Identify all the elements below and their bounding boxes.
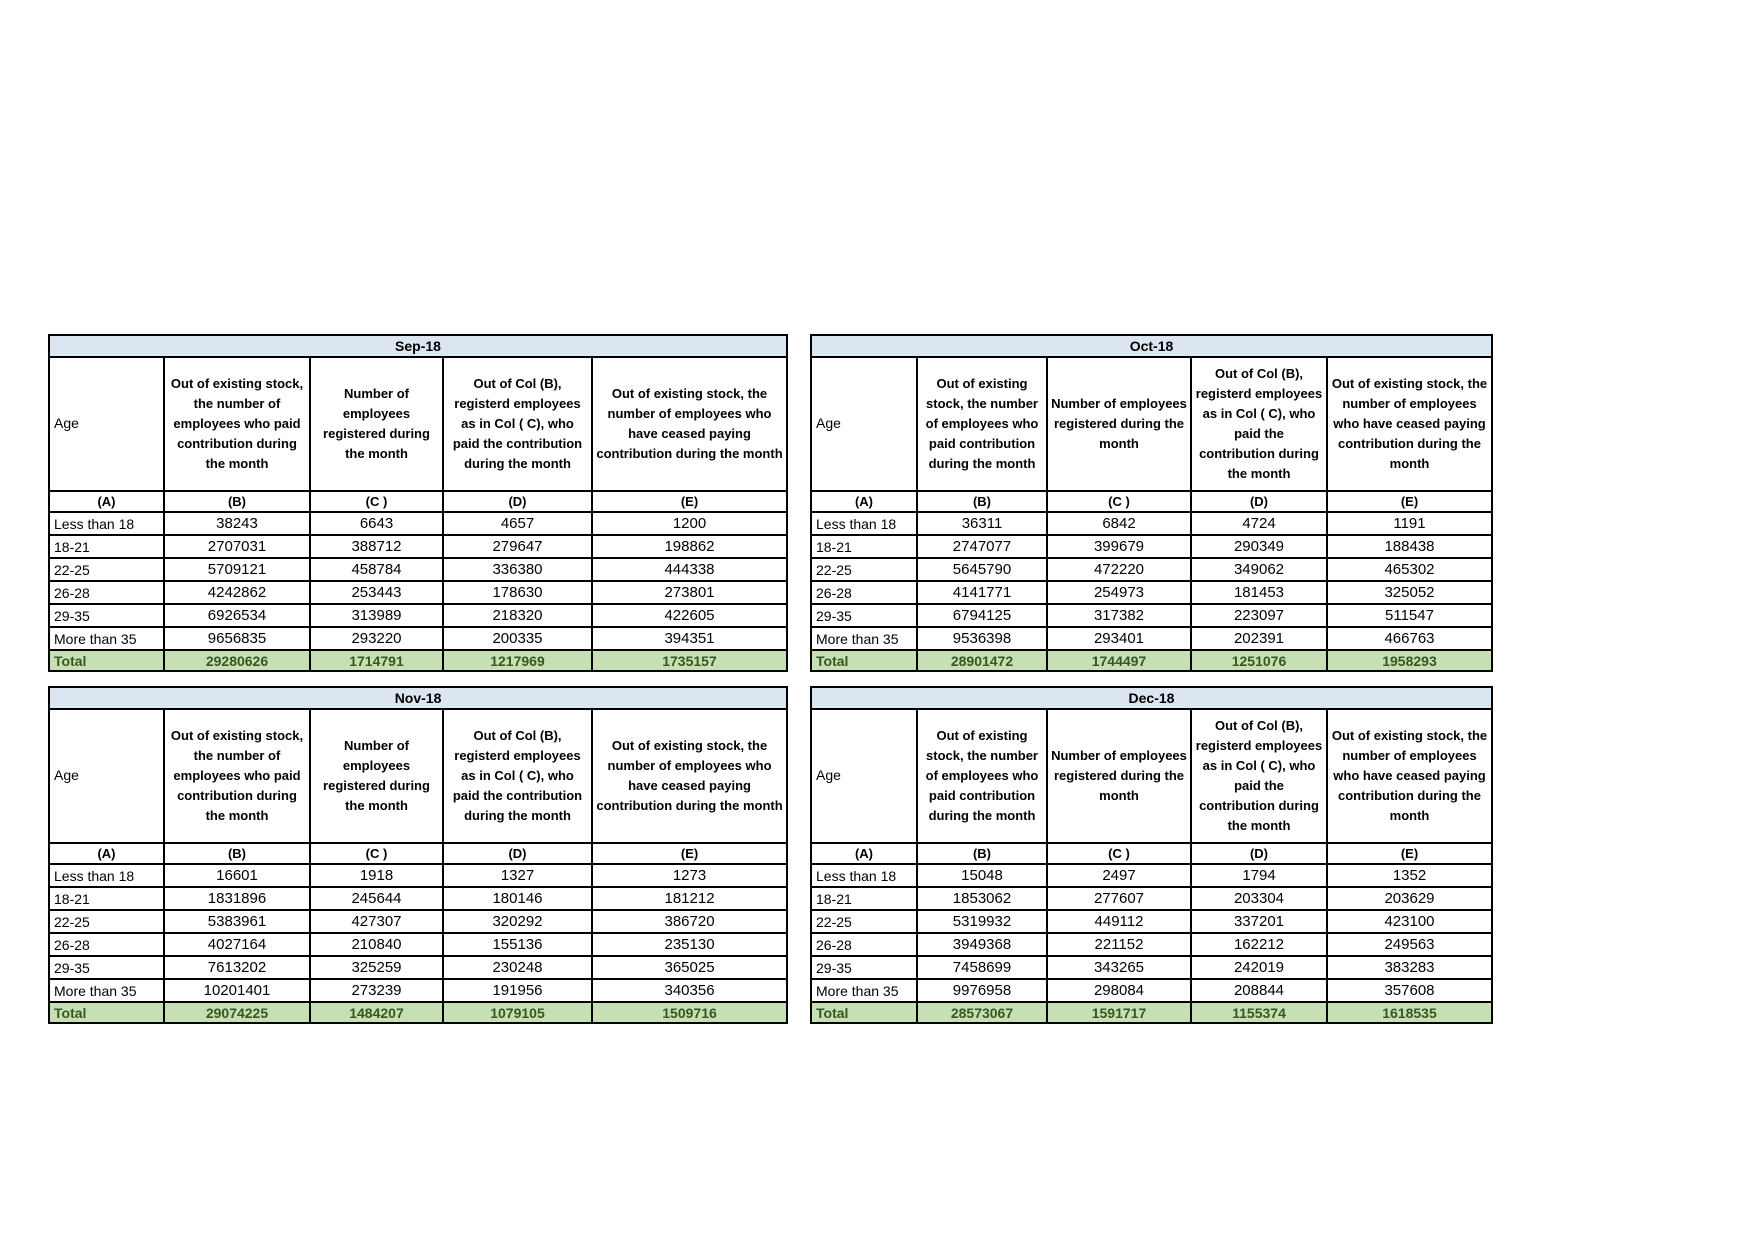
table-sep-18	[48, 334, 788, 672]
value-cell-b: 9656835	[164, 627, 310, 650]
data-row	[811, 887, 1492, 910]
value-cell-b: 38243	[164, 512, 310, 535]
value-cell-e: 198862	[592, 535, 787, 558]
col-letter-b: (B)	[917, 843, 1047, 864]
data-row	[49, 979, 787, 1002]
value-cell-d: 242019	[1191, 956, 1327, 979]
value-cell-e: 1200	[592, 512, 787, 535]
age-cell: 18-21	[811, 887, 917, 910]
col-header-b: Out of existing stock, the number of employees who paid contribution during the month	[164, 357, 310, 491]
column-letter-row	[49, 843, 787, 864]
age-cell: More than 35	[811, 979, 917, 1002]
value-cell-c: 458784	[310, 558, 443, 581]
total-d: 1155374	[1191, 1002, 1327, 1023]
data-row	[811, 956, 1492, 979]
value-cell-d: 191956	[443, 979, 592, 1002]
col-header-b: Out of existing stock, the number of employees who paid contribution during the month	[917, 709, 1047, 843]
value-cell-b: 6794125	[917, 604, 1047, 627]
data-row	[811, 558, 1492, 581]
value-cell-c: 293401	[1047, 627, 1191, 650]
data-row	[49, 535, 787, 558]
total-c: 1484207	[310, 1002, 443, 1023]
data-row	[49, 627, 787, 650]
value-cell-d: 336380	[443, 558, 592, 581]
data-row	[811, 581, 1492, 604]
value-cell-d: 279647	[443, 535, 592, 558]
data-row	[811, 604, 1492, 627]
age-cell: 29-35	[811, 604, 917, 627]
value-cell-c: 210840	[310, 933, 443, 956]
value-cell-e: 1191	[1327, 512, 1492, 535]
value-cell-b: 4141771	[917, 581, 1047, 604]
total-c: 1591717	[1047, 1002, 1191, 1023]
total-label: Total	[811, 650, 917, 671]
age-cell: More than 35	[49, 979, 164, 1002]
total-b: 28573067	[917, 1002, 1047, 1023]
value-cell-e: 394351	[592, 627, 787, 650]
total-b: 28901472	[917, 650, 1047, 671]
value-cell-e: 466763	[1327, 627, 1492, 650]
data-row	[49, 887, 787, 910]
value-cell-c: 388712	[310, 535, 443, 558]
total-b: 29280626	[164, 650, 310, 671]
col-letter-c: (C )	[310, 491, 443, 512]
total-d: 1251076	[1191, 650, 1327, 671]
value-cell-b: 3949368	[917, 933, 1047, 956]
value-cell-d: 218320	[443, 604, 592, 627]
age-cell: 26-28	[49, 933, 164, 956]
value-cell-c: 6842	[1047, 512, 1191, 535]
col-header-e: Out of existing stock, the number of employees who have ceased paying contribution during the month	[592, 709, 787, 843]
col-letter-c: (C )	[310, 843, 443, 864]
col-letter-c: (C )	[1047, 491, 1191, 512]
value-cell-b: 15048	[917, 864, 1047, 887]
value-cell-d: 4724	[1191, 512, 1327, 535]
age-cell: 26-28	[49, 581, 164, 604]
age-cell: 26-28	[811, 933, 917, 956]
total-e: 1958293	[1327, 650, 1492, 671]
col-header-e: Out of existing stock, the number of employees who have ceased paying contribution during the month	[1327, 357, 1492, 491]
column-letter-row	[49, 491, 787, 512]
data-row	[49, 956, 787, 979]
value-cell-e: 386720	[592, 910, 787, 933]
total-c: 1744497	[1047, 650, 1191, 671]
age-cell: 29-35	[49, 956, 164, 979]
value-cell-d: 1327	[443, 864, 592, 887]
value-cell-b: 5383961	[164, 910, 310, 933]
col-header-age: Age	[811, 357, 917, 491]
value-cell-d: 181453	[1191, 581, 1327, 604]
col-header-e: Out of existing stock, the number of employees who have ceased paying contribution during the month	[1327, 709, 1492, 843]
value-cell-c: 6643	[310, 512, 443, 535]
value-cell-c: 298084	[1047, 979, 1191, 1002]
data-row	[811, 933, 1492, 956]
table-oct-18	[810, 334, 1493, 672]
data-row	[811, 864, 1492, 887]
data-row	[49, 933, 787, 956]
age-cell: 29-35	[49, 604, 164, 627]
value-cell-b: 1831896	[164, 887, 310, 910]
data-row	[49, 864, 787, 887]
total-b: 29074225	[164, 1002, 310, 1023]
value-cell-e: 203629	[1327, 887, 1492, 910]
col-header-b: Out of existing stock, the number of employees who paid contribution during the month	[164, 709, 310, 843]
age-cell: Less than 18	[49, 864, 164, 887]
col-header-age: Age	[49, 357, 164, 491]
col-header-d: Out of Col (B), registerd employees as in Col ( C), who paid the contribution during the month	[443, 357, 592, 491]
age-cell: 26-28	[811, 581, 917, 604]
value-cell-c: 2497	[1047, 864, 1191, 887]
value-cell-e: 357608	[1327, 979, 1492, 1002]
value-cell-e: 325052	[1327, 581, 1492, 604]
value-cell-e: 235130	[592, 933, 787, 956]
value-cell-c: 343265	[1047, 956, 1191, 979]
value-cell-e: 422605	[592, 604, 787, 627]
col-header-d: Out of Col (B), registerd employees as in Col ( C), who paid the contribution during the month	[1191, 357, 1327, 491]
data-row	[811, 627, 1492, 650]
data-row	[811, 535, 1492, 558]
value-cell-b: 36311	[917, 512, 1047, 535]
value-cell-d: 202391	[1191, 627, 1327, 650]
value-cell-c: 245644	[310, 887, 443, 910]
value-cell-b: 9976958	[917, 979, 1047, 1002]
value-cell-b: 2707031	[164, 535, 310, 558]
column-letter-row	[811, 843, 1492, 864]
total-label: Total	[49, 1002, 164, 1023]
total-label: Total	[811, 1002, 917, 1023]
value-cell-c: 449112	[1047, 910, 1191, 933]
table-dec-18	[810, 686, 1493, 1024]
value-cell-d: 155136	[443, 933, 592, 956]
data-row	[811, 979, 1492, 1002]
value-cell-c: 317382	[1047, 604, 1191, 627]
value-cell-e: 423100	[1327, 910, 1492, 933]
value-cell-d: 178630	[443, 581, 592, 604]
value-cell-d: 203304	[1191, 887, 1327, 910]
age-cell: 22-25	[811, 558, 917, 581]
value-cell-b: 16601	[164, 864, 310, 887]
value-cell-d: 290349	[1191, 535, 1327, 558]
data-row	[811, 910, 1492, 933]
month-header: Oct-18	[811, 335, 1492, 357]
col-header-c: Number of employees registered during the month	[310, 709, 443, 843]
value-cell-b: 9536398	[917, 627, 1047, 650]
value-cell-e: 383283	[1327, 956, 1492, 979]
value-cell-d: 320292	[443, 910, 592, 933]
value-cell-c: 273239	[310, 979, 443, 1002]
total-d: 1079105	[443, 1002, 592, 1023]
col-letter-b: (B)	[164, 843, 310, 864]
value-cell-e: 249563	[1327, 933, 1492, 956]
value-cell-c: 253443	[310, 581, 443, 604]
age-cell: 22-25	[49, 910, 164, 933]
value-cell-c: 313989	[310, 604, 443, 627]
value-cell-b: 2747077	[917, 535, 1047, 558]
value-cell-b: 5319932	[917, 910, 1047, 933]
total-e: 1735157	[592, 650, 787, 671]
value-cell-d: 162212	[1191, 933, 1327, 956]
value-cell-b: 1853062	[917, 887, 1047, 910]
value-cell-c: 325259	[310, 956, 443, 979]
col-header-d: Out of Col (B), registerd employees as in Col ( C), who paid the contribution during the month	[1191, 709, 1327, 843]
data-row	[49, 910, 787, 933]
value-cell-e: 444338	[592, 558, 787, 581]
col-letter-a: (A)	[811, 491, 917, 512]
col-letter-e: (E)	[592, 491, 787, 512]
value-cell-d: 208844	[1191, 979, 1327, 1002]
value-cell-e: 340356	[592, 979, 787, 1002]
value-cell-b: 7458699	[917, 956, 1047, 979]
month-header: Nov-18	[49, 687, 787, 709]
value-cell-d: 1794	[1191, 864, 1327, 887]
col-letter-d: (D)	[443, 491, 592, 512]
value-cell-c: 254973	[1047, 581, 1191, 604]
col-header-age: Age	[811, 709, 917, 843]
total-row	[49, 650, 787, 671]
value-cell-d: 180146	[443, 887, 592, 910]
col-letter-d: (D)	[443, 843, 592, 864]
value-cell-e: 1273	[592, 864, 787, 887]
col-header-e: Out of existing stock, the number of employees who have ceased paying contribution during the month	[592, 357, 787, 491]
value-cell-c: 427307	[310, 910, 443, 933]
col-letter-b: (B)	[917, 491, 1047, 512]
value-cell-e: 465302	[1327, 558, 1492, 581]
col-letter-a: (A)	[49, 843, 164, 864]
age-cell: Less than 18	[811, 512, 917, 535]
data-row	[49, 581, 787, 604]
data-row	[49, 512, 787, 535]
col-letter-a: (A)	[811, 843, 917, 864]
value-cell-b: 10201401	[164, 979, 310, 1002]
col-header-b: Out of existing stock, the number of employees who paid contribution during the month	[917, 357, 1047, 491]
value-cell-d: 349062	[1191, 558, 1327, 581]
value-cell-b: 4242862	[164, 581, 310, 604]
value-cell-d: 4657	[443, 512, 592, 535]
value-cell-e: 273801	[592, 581, 787, 604]
value-cell-b: 6926534	[164, 604, 310, 627]
col-header-age: Age	[49, 709, 164, 843]
total-e: 1618535	[1327, 1002, 1492, 1023]
month-header: Sep-18	[49, 335, 787, 357]
col-header-d: Out of Col (B), registerd employees as in Col ( C), who paid the contribution during the month	[443, 709, 592, 843]
value-cell-d: 230248	[443, 956, 592, 979]
value-cell-d: 223097	[1191, 604, 1327, 627]
col-letter-e: (E)	[1327, 843, 1492, 864]
total-c: 1714791	[310, 650, 443, 671]
age-cell: 18-21	[49, 887, 164, 910]
col-letter-d: (D)	[1191, 491, 1327, 512]
data-row	[49, 604, 787, 627]
value-cell-b: 5709121	[164, 558, 310, 581]
col-letter-a: (A)	[49, 491, 164, 512]
total-e: 1509716	[592, 1002, 787, 1023]
value-cell-e: 1352	[1327, 864, 1492, 887]
age-cell: 18-21	[811, 535, 917, 558]
col-header-c: Number of employees registered during the month	[1047, 709, 1191, 843]
value-cell-c: 399679	[1047, 535, 1191, 558]
col-letter-c: (C )	[1047, 843, 1191, 864]
month-header: Dec-18	[811, 687, 1492, 709]
value-cell-e: 181212	[592, 887, 787, 910]
value-cell-e: 365025	[592, 956, 787, 979]
total-row	[811, 1002, 1492, 1023]
table-nov-18	[48, 686, 788, 1024]
value-cell-e: 511547	[1327, 604, 1492, 627]
age-cell: 22-25	[49, 558, 164, 581]
value-cell-c: 277607	[1047, 887, 1191, 910]
age-cell: 29-35	[811, 956, 917, 979]
value-cell-c: 472220	[1047, 558, 1191, 581]
column-letter-row	[811, 491, 1492, 512]
total-d: 1217969	[443, 650, 592, 671]
total-label: Total	[49, 650, 164, 671]
age-cell: Less than 18	[811, 864, 917, 887]
col-header-c: Number of employees registered during the month	[310, 357, 443, 491]
total-row	[811, 650, 1492, 671]
age-cell: 18-21	[49, 535, 164, 558]
col-letter-e: (E)	[592, 843, 787, 864]
value-cell-b: 4027164	[164, 933, 310, 956]
data-row	[811, 512, 1492, 535]
col-letter-e: (E)	[1327, 491, 1492, 512]
col-letter-b: (B)	[164, 491, 310, 512]
age-cell: Less than 18	[49, 512, 164, 535]
age-cell: 22-25	[811, 910, 917, 933]
value-cell-b: 5645790	[917, 558, 1047, 581]
value-cell-b: 7613202	[164, 956, 310, 979]
col-letter-d: (D)	[1191, 843, 1327, 864]
age-cell: More than 35	[49, 627, 164, 650]
data-row	[49, 558, 787, 581]
value-cell-d: 337201	[1191, 910, 1327, 933]
value-cell-d: 200335	[443, 627, 592, 650]
col-header-c: Number of employees registered during the month	[1047, 357, 1191, 491]
value-cell-c: 293220	[310, 627, 443, 650]
value-cell-c: 221152	[1047, 933, 1191, 956]
age-cell: More than 35	[811, 627, 917, 650]
value-cell-e: 188438	[1327, 535, 1492, 558]
total-row	[49, 1002, 787, 1023]
value-cell-c: 1918	[310, 864, 443, 887]
